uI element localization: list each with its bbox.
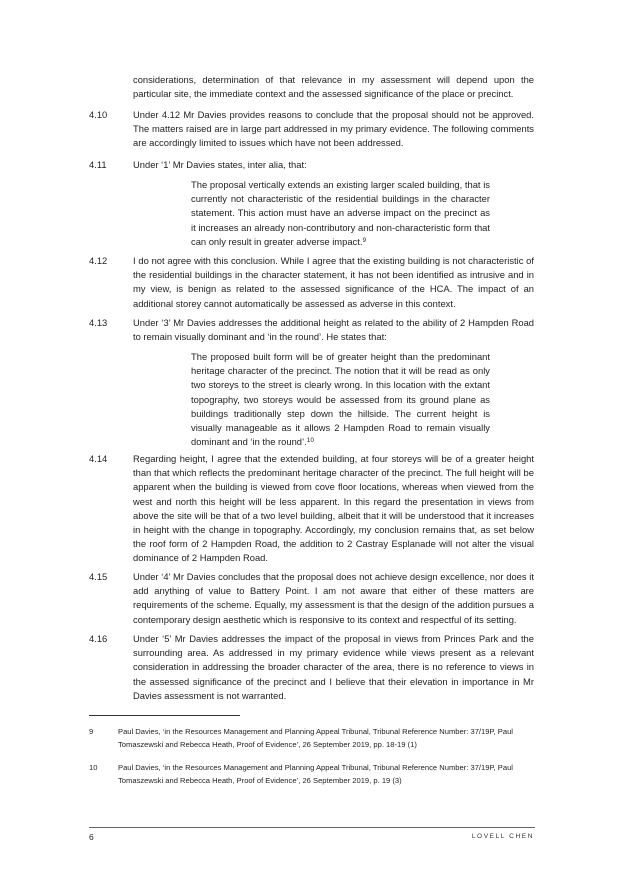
paragraph-number: 4.14 (89, 453, 108, 464)
block-quote-1 (191, 178, 490, 249)
paragraph-number: 4.15 (89, 571, 108, 582)
paragraph-number: 4.11 (89, 159, 107, 170)
paragraph-4-14: Regarding height, I agree that the extended building, at four storeys will be of a greater height than that which reflects the predominant heritage character of the precinct. The full height will be apparent when the building is viewed from cove floor locations, whereas when viewed from the west and north this height will be less apparent. In this regard the presentation in views from above the site will be that of a two level building, albeit that it will be understood that it increases in height with the change in topography. Accordingly, my conclusion remains that, as set below the roof form of 2 Hampden Road, the addition to 2 Castray Esplanade will not alter the visual dominance of 2 Hampden Road. (133, 453, 534, 564)
paragraph-4-11: Under ‘1’ Mr Davies states, inter alia, that: (133, 159, 307, 170)
footnote-9: Paul Davies, ‘in the Resources Management and Planning Appeal Tribunal, Tribunal Reference Number: 37/19P, Paul Tomaszewski and Rebecca Heath, Proof of Evidence’, 26 September 2019, pp. 18-19 (1) (118, 727, 513, 749)
paragraph-4-13: Under ‘3’ Mr Davies addresses the additional height as related to the ability of 2 Hampden Road to remain visually dominant and ‘in the round’. He states that: (133, 317, 534, 343)
footnote-number: 9 (89, 727, 94, 736)
footnote-ref: 9 (362, 236, 367, 244)
page-number: 6 (89, 832, 94, 842)
paragraph-number: 4.16 (89, 633, 108, 644)
footnote-number: 10 (89, 763, 98, 772)
paragraph-4-12: I do not agree with this conclusion. While I agree that the existing building is not characteristic of the residential buildings in the character statement, it has not been identified as intrusive and in my view, is benign as related to the assessed significance of the HCA. The impact of an additional storey cannot automatically be assessed as adverse in this context. (133, 255, 534, 309)
footnote-10: Paul Davies, ‘in the Resources Management and Planning Appeal Tribunal, Tribunal Reference Number: 37/19P, Paul Tomaszewski and Rebecca Heath, Proof of Evidence’, 26 September 2019, p. 19 (3) (118, 763, 513, 785)
brand-name: LOVELL CHEN (471, 833, 534, 840)
paragraph-4-16: Under ‘5’ Mr Davies addresses the impact of the proposal in views from Princes Park and the surrounding area. As addressed in my primary evidence while views present as a relevant consideration in addressing the broader character of the area, there is no reference to views in the assessed significance of the precinct and I believe that their elevation in importance in Mr Davies assessment is not warranted. (133, 633, 534, 701)
footer-divider (89, 827, 535, 828)
footnote-divider (89, 715, 240, 716)
paragraph-number: 4.10 (89, 109, 108, 120)
paragraph-number: 4.13 (89, 317, 108, 328)
block-quote-2 (191, 350, 490, 449)
footnote-ref: 10 (306, 437, 314, 445)
paragraph-4-15: Under ‘4’ Mr Davies concludes that the proposal does not achieve design excellence, nor does it add anything of value to Battery Point. I am not aware that either of these matters are requirements of the scheme. Equally, my assessment is that the design of the addition pursues a contemporary design aesthetic which is responsive to its context and respectful of its setting. (133, 571, 534, 625)
paragraph-continuation: considerations, determination of that relevance in my assessment will depend upon the particular site, the immediate context and the assessed significance of the place or precinct. (133, 74, 534, 100)
paragraph-4-10: Under 4.12 Mr Davies provides reasons to conclude that the proposal should not be approved. The matters raised are in large part addressed in my primary evidence. The following comments are accordingly limited to issues which have not been addressed. (133, 109, 534, 149)
quote-text: The proposed built form will be of greater height than the predominant heritage character of the precinct. The notion that it will be read as only two storeys to the street is clearly wrong. In this location with the extant topography, two storeys would be assessed from its ground plane as buildings traditionally step down the hillside. The current height is visually manageable as it allows 2 Hampden Road to remain visually dominant and ‘in the round’. (191, 351, 490, 448)
paragraph-number: 4.12 (89, 255, 108, 266)
quote-text: The proposal vertically extends an existing larger scaled building, that is currently not characteristic of the residential buildings in the character statement. This action must have an adverse impact on the precinct as it increases an already non-contributory and non-characteristic form that can only result in greater adverse impact. (191, 179, 490, 247)
